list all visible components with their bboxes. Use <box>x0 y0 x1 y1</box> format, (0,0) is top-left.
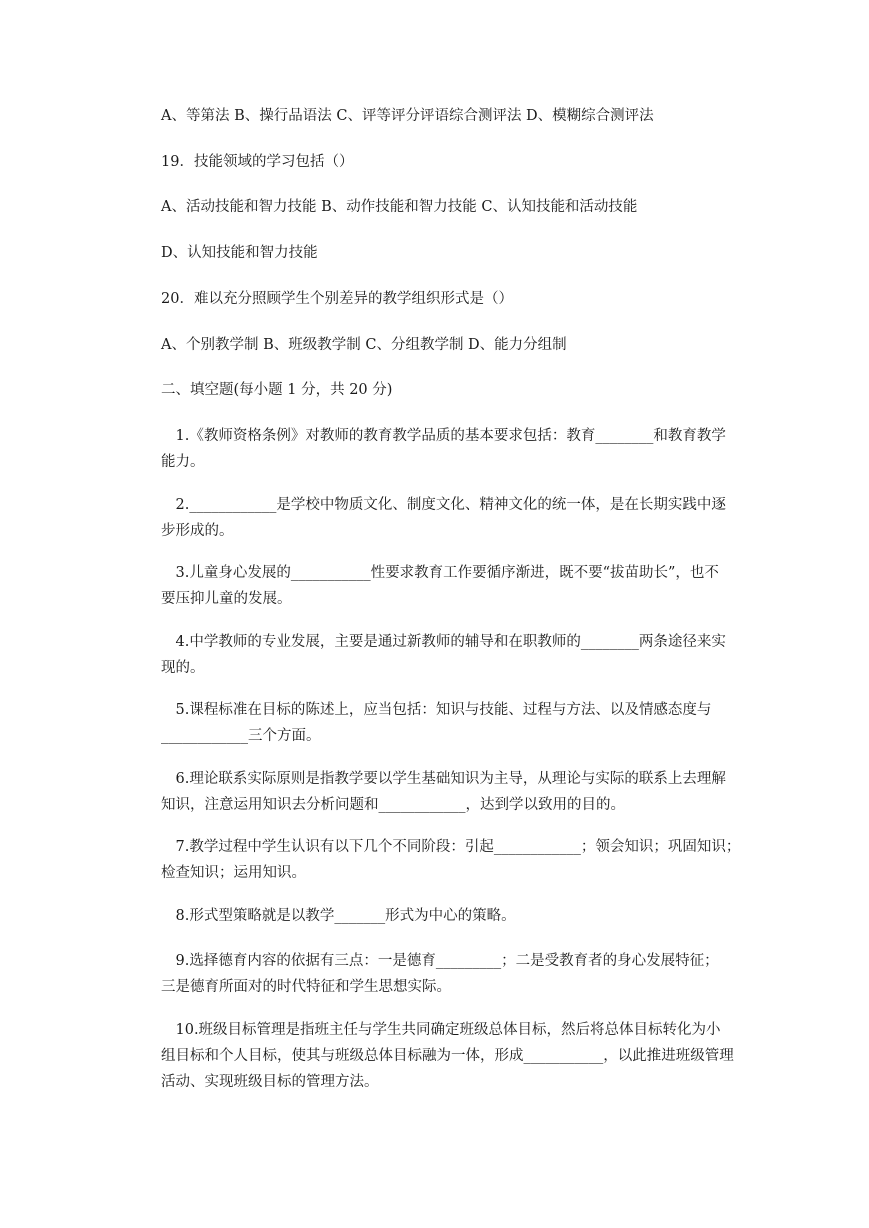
fill-in-6-line-1: 6.理论联系实际原则是指教学要以学生基础知识为主导，从理论与实际的联系上去理解 <box>161 771 726 787</box>
q19-options-line-2: D、认知技能和智力技能 <box>161 245 318 261</box>
fill-in-10-line-2: 组目标和个人目标，使其与班级总体目标融为一体，形成___________，以此推进班级管理 <box>161 1048 734 1064</box>
fill-in-question-10 <box>161 1017 745 1095</box>
fill-in-5-line-1: 5.课程标准在目标的陈述上，应当包括：知识与技能、过程与方法、以及情感态度与 <box>161 702 712 718</box>
fill-in-question-1 <box>161 423 745 475</box>
q20-options: A、个别教学制 B、班级教学制 C、分组教学制 D、能力分组制 <box>161 337 567 353</box>
fill-in-10-line-3: 活动、实现班级目标的管理方法。 <box>161 1074 379 1090</box>
q19-options-line-1: A、活动技能和智力技能 B、动作技能和智力技能 C、认知技能和活动技能 <box>161 199 638 215</box>
fill-in-3-line-1: 3.儿童身心发展的___________性要求教育工作要循序渐进，既不要“拔苗助长”，也不 <box>161 565 719 581</box>
fill-in-2-line-2: 步形成的。 <box>161 523 234 539</box>
fill-in-2-line-1: 2.____________是学校中物质文化、制度文化、精神文化的统一体，是在长期实践中逐 <box>161 497 726 513</box>
section-2-heading: 二、填空题(每小题 1 分，共 20 分) <box>161 382 393 398</box>
fill-in-3-line-2: 要压抑儿童的发展。 <box>161 591 292 607</box>
fill-in-1-line-1: 1.《教师资格条例》对教师的教育教学品质的基本要求包括：教育________和教育教学 <box>161 428 726 444</box>
fill-in-question-8 <box>161 903 745 929</box>
fill-in-4-line-2: 现的。 <box>161 660 205 676</box>
fill-in-question-4 <box>161 629 745 681</box>
fill-in-question-2 <box>161 492 745 544</box>
fill-in-9-line-1: 9.选择德育内容的依据有三点：一是德育_________；二是受教育者的身心发展特征； <box>161 953 719 969</box>
q19-stem: 19．技能领域的学习包括（） <box>161 154 354 170</box>
fill-in-question-6 <box>161 766 745 818</box>
q20-stem: 20．难以充分照顾学生个别差异的教学组织形式是（） <box>161 291 513 307</box>
fill-in-question-5 <box>161 697 745 749</box>
fill-in-5-line-2: ____________三个方面。 <box>161 728 321 744</box>
fill-in-7-line-2: 检查知识；运用知识。 <box>161 865 306 881</box>
fill-in-1-line-2: 能力。 <box>161 454 205 470</box>
fill-in-question-3 <box>161 560 745 612</box>
fill-in-10-line-1: 10.班级目标管理是指班主任与学生共同确定班级总体目标，然后将总体目标转化为小 <box>161 1022 721 1038</box>
fill-in-question-7 <box>161 834 745 886</box>
fill-in-6-line-2: 知识，注意运用知识去分析问题和____________，达到学以致用的目的。 <box>161 797 625 813</box>
fill-in-9-line-2: 三是德育所面对的时代特征和学生思想实际。 <box>161 979 451 995</box>
fill-in-question-9 <box>161 948 745 1000</box>
fill-in-7-line-1: 7.教学过程中学生认识有以下几个不同阶段：引起____________；领会知识；巩固知识； <box>161 839 741 855</box>
fill-in-8-line-1: 8.形式型策略就是以教学_______形式为中心的策略。 <box>161 908 516 924</box>
fill-in-4-line-1: 4.中学教师的专业发展，主要是通过新教师的辅导和在职教师的________两条途径来实 <box>161 634 726 650</box>
q18-options: A、等第法 B、操行品语法 C、评等评分评语综合测评法 D、模糊综合测评法 <box>161 108 654 124</box>
